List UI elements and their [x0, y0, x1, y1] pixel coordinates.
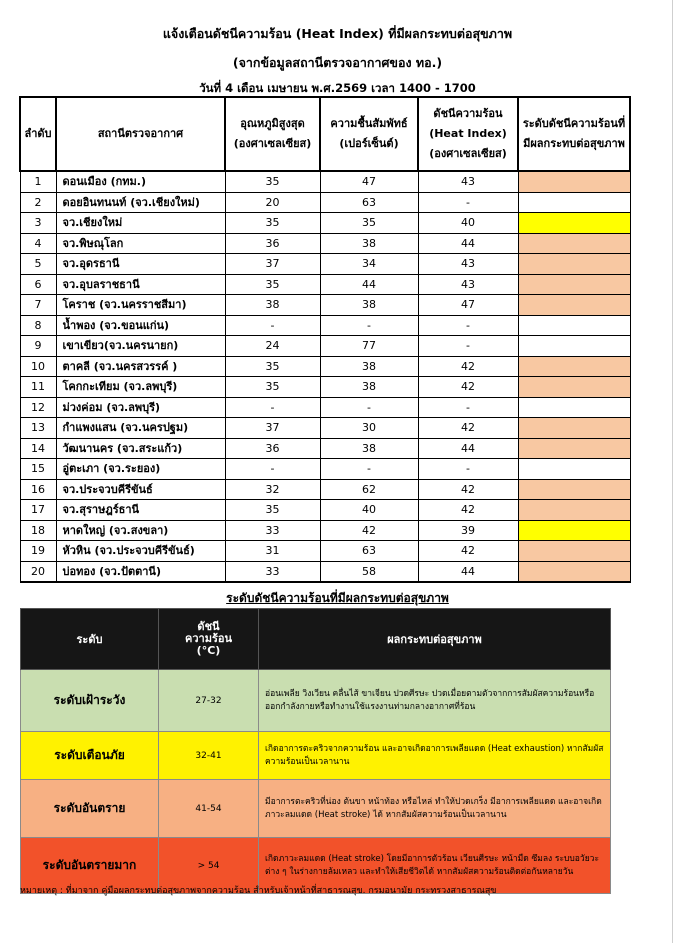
humidity: 40 [320, 500, 418, 521]
table-header-row [20, 97, 630, 171]
humidity: 62 [320, 479, 418, 500]
table-row [20, 171, 630, 192]
humidity: - [320, 459, 418, 480]
heat-index: - [418, 397, 518, 418]
legend-header-effect: ผลกระทบต่อสุขภาพ [259, 609, 611, 670]
heat-index-table [19, 96, 631, 583]
row-number: 10 [20, 356, 56, 377]
station-name: ตาคลี (จว.นครสวรรค์ ) [56, 356, 225, 377]
humidity: 63 [320, 192, 418, 213]
heat-index: - [418, 192, 518, 213]
max-temp: 36 [225, 438, 320, 459]
row-number: 19 [20, 541, 56, 562]
row-number: 4 [20, 233, 56, 254]
level-indicator [518, 520, 630, 541]
humidity: 47 [320, 171, 418, 192]
legend-row-watch [21, 670, 611, 732]
row-number: 2 [20, 192, 56, 213]
legend-header-index-line1: ดัชนี [197, 620, 220, 633]
row-number: 7 [20, 295, 56, 316]
table-row [20, 459, 630, 480]
row-number: 8 [20, 315, 56, 336]
legend-effect: อ่อนเพลีย วิงเวียน คลื่นไส้ ขาเจียน ปวดศีรษะ ปวดเมื่อยตามตัวจากการสัมผัสความร้อนหรือออกกำลังกายหรือทำงานใช้แรงงานท่ามกลางอากาศที่ร้อน [259, 670, 611, 732]
max-temp: - [225, 315, 320, 336]
level-indicator [518, 315, 630, 336]
header-heat-index [418, 97, 518, 171]
row-number: 16 [20, 479, 56, 500]
table-row [20, 397, 630, 418]
table-row [20, 274, 630, 295]
level-indicator [518, 459, 630, 480]
legend-range: 32-41 [159, 732, 259, 780]
row-number: 20 [20, 561, 56, 582]
station-name: จว.เชียงใหม่ [56, 213, 225, 234]
level-indicator [518, 418, 630, 439]
station-name: วัฒนานคร (จว.สระแก้ว) [56, 438, 225, 459]
heat-index: 44 [418, 561, 518, 582]
row-number: 1 [20, 171, 56, 192]
level-indicator [518, 500, 630, 521]
legend-row-danger [21, 780, 611, 838]
station-name: ดอนเมือง (กทม.) [56, 171, 225, 192]
row-number: 9 [20, 336, 56, 357]
header-heat-index-line2: (Heat Index) [429, 127, 507, 140]
heat-index: 43 [418, 274, 518, 295]
heat-index: 43 [418, 171, 518, 192]
humidity: - [320, 315, 418, 336]
station-name: บ่อทอง (จว.ปัตตานี) [56, 561, 225, 582]
header-max-temp-line1: อุณหภูมิสูงสุด [240, 117, 305, 130]
humidity: 35 [320, 213, 418, 234]
header-humidity-line2: (เปอร์เซ็นต์) [339, 137, 399, 150]
row-number: 18 [20, 520, 56, 541]
legend-header-row [21, 609, 611, 670]
heat-index: 44 [418, 438, 518, 459]
row-number: 14 [20, 438, 56, 459]
max-temp: 33 [225, 520, 320, 541]
level-indicator [518, 336, 630, 357]
max-temp: 35 [225, 213, 320, 234]
max-temp: 32 [225, 479, 320, 500]
row-number: 17 [20, 500, 56, 521]
level-indicator [518, 192, 630, 213]
legend-header-index [159, 609, 259, 670]
header-heat-index-line1: ดัชนีความร้อน [433, 107, 503, 120]
station-name: หัวหิน (จว.ประจวบคีรีขันธ์) [56, 541, 225, 562]
legend-range: 41-54 [159, 780, 259, 838]
header-max-temp [225, 97, 320, 171]
heat-index: - [418, 315, 518, 336]
table-row [20, 254, 630, 275]
level-indicator [518, 561, 630, 582]
table-row [20, 356, 630, 377]
heat-index: 42 [418, 377, 518, 398]
humidity: - [320, 397, 418, 418]
max-temp: 37 [225, 254, 320, 275]
station-name: กำแพงแสน (จว.นครปฐม) [56, 418, 225, 439]
humidity: 30 [320, 418, 418, 439]
max-temp: 35 [225, 356, 320, 377]
station-name: จว.อุบลราชธานี [56, 274, 225, 295]
heat-index: 42 [418, 418, 518, 439]
heat-index: - [418, 459, 518, 480]
level-indicator [518, 397, 630, 418]
header-humidity [320, 97, 418, 171]
station-name: ดอยอินทนนท์ (จว.เชียงใหม่) [56, 192, 225, 213]
table-row [20, 479, 630, 500]
table-row [20, 233, 630, 254]
level-indicator [518, 274, 630, 295]
level-indicator [518, 541, 630, 562]
legend-level: ระดับอันตรายมาก [21, 838, 159, 894]
level-indicator [518, 377, 630, 398]
station-name: เขาเขียว(จว.นครนายก) [56, 336, 225, 357]
table-row [20, 336, 630, 357]
legend-range: 27-32 [159, 670, 259, 732]
max-temp: 31 [225, 541, 320, 562]
row-number: 12 [20, 397, 56, 418]
level-indicator [518, 171, 630, 192]
level-indicator [518, 213, 630, 234]
header-level-line2: มีผลกระทบต่อสุขภาพ [523, 137, 625, 150]
header-humidity-line1: ความชื้นสัมพัทธ์ [330, 117, 408, 130]
max-temp: 33 [225, 561, 320, 582]
humidity: 38 [320, 233, 418, 254]
heat-index: 47 [418, 295, 518, 316]
humidity: 63 [320, 541, 418, 562]
heat-index: - [418, 336, 518, 357]
level-indicator [518, 356, 630, 377]
station-name: อู่ตะเภา (จว.ระยอง) [56, 459, 225, 480]
station-name: จว.อุดรธานี [56, 254, 225, 275]
heat-index: 39 [418, 520, 518, 541]
row-number: 3 [20, 213, 56, 234]
table-row [20, 192, 630, 213]
legend-caption: ระดับดัชนีความร้อนที่มีผลกระทบต่อสุขภาพ [226, 591, 449, 605]
table-row [20, 418, 630, 439]
humidity: 58 [320, 561, 418, 582]
source-note: หมายเหตุ : ที่มาจาก คู่มือผลกระทบต่อสุขภาพจากความร้อน สำหรับเจ้าหน้าที่สาธารณสุข. กรมอนามัย กระทรวงสาธารณสุข [20, 886, 497, 896]
station-name: โคกกะเทียม (จว.ลพบุรี) [56, 377, 225, 398]
station-name: หาดใหญ่ (จว.สงขลา) [56, 520, 225, 541]
table-row [20, 295, 630, 316]
max-temp: 20 [225, 192, 320, 213]
heat-index: 42 [418, 356, 518, 377]
station-name: น้ำพอง (จว.ขอนแก่น) [56, 315, 225, 336]
table-row [20, 213, 630, 234]
header-no: ลำดับ [20, 97, 56, 171]
max-temp: - [225, 397, 320, 418]
max-temp: 35 [225, 500, 320, 521]
header-level-line1: ระดับดัชนีความร้อนที่ [522, 117, 626, 130]
header-max-temp-line2: (องศาเซลเซียส) [233, 137, 312, 150]
station-name: จว.สุราษฎร์ธานี [56, 500, 225, 521]
level-indicator [518, 233, 630, 254]
table-row [20, 520, 630, 541]
legend-level: ระดับเฝ้าระวัง [21, 670, 159, 732]
level-indicator [518, 479, 630, 500]
max-temp: - [225, 459, 320, 480]
legend-effect: เกิดอาการตะคริวจากความร้อน และอาจเกิดอาการเพลียแดด (Heat exhaustion) หากสัมผัสความร้อนเป็นเวลานาน [259, 732, 611, 780]
header-heat-index-line3: (องศาเซลเซียส) [429, 147, 507, 160]
table-row [20, 541, 630, 562]
heat-index: 40 [418, 213, 518, 234]
legend-header-index-line3: (°C) [196, 644, 221, 657]
legend-header-index-line2: ความร้อน [185, 632, 232, 645]
document-title: แจ้งเตือนดัชนีความร้อน (Heat Index) ที่มีผลกระทบต่อสุขภาพ [162, 26, 513, 41]
station-name: ม่วงค่อม (จว.ลพบุรี) [56, 397, 225, 418]
level-indicator [518, 254, 630, 275]
legend-effect: เกิดภาวะลมแดด (Heat stroke) โดยมีอาการตัวร้อน เวียนศีรษะ หน้ามืด ซึมลง ระบบอวัยวะต่าง ๆ ในร่างกายล้มเหลว และทำให้เสียชีวิตได้ หากสัมผัสความร้อนติดต่อกันหลายวัน [259, 838, 611, 894]
heat-index: 42 [418, 541, 518, 562]
legend-row-warning [21, 732, 611, 780]
page-edge [672, 0, 673, 943]
station-name: จว.พิษณุโลก [56, 233, 225, 254]
table-row [20, 377, 630, 398]
station-name: โคราช (จว.นครราชสีมา) [56, 295, 225, 316]
legend-effect: มีอาการตะคริวที่น่อง ต้นขา หน้าท้อง หรือไหล่ ทำให้ปวดเกร็ง มีอาการเพลียแดด และอาจเกิดภาวะลมแดด (Heat stroke) ได้ หากสัมผัสความร้อนเป็นเวลานาน [259, 780, 611, 838]
row-number: 5 [20, 254, 56, 275]
header-level [518, 97, 630, 171]
legend-level: ระดับอันตราย [21, 780, 159, 838]
legend-header-level: ระดับ [21, 609, 159, 670]
max-temp: 35 [225, 274, 320, 295]
max-temp: 35 [225, 377, 320, 398]
heat-index: 44 [418, 233, 518, 254]
row-number: 11 [20, 377, 56, 398]
heat-index: 42 [418, 479, 518, 500]
max-temp: 24 [225, 336, 320, 357]
humidity: 42 [320, 520, 418, 541]
header-station: สถานีตรวจอากาศ [56, 97, 225, 171]
humidity: 38 [320, 377, 418, 398]
max-temp: 35 [225, 171, 320, 192]
row-number: 13 [20, 418, 56, 439]
humidity: 38 [320, 295, 418, 316]
level-indicator [518, 438, 630, 459]
level-indicator [518, 295, 630, 316]
table-row [20, 315, 630, 336]
table-row [20, 438, 630, 459]
station-name: จว.ประจวบคีรีขันธ์ [56, 479, 225, 500]
heat-index: 43 [418, 254, 518, 275]
document-subtitle: (จากข้อมูลสถานีตรวจอากาศของ ทอ.) [232, 55, 443, 70]
row-number: 6 [20, 274, 56, 295]
humidity: 44 [320, 274, 418, 295]
table-row [20, 561, 630, 582]
legend-level: ระดับเตือนภัย [21, 732, 159, 780]
max-temp: 38 [225, 295, 320, 316]
table-row [20, 500, 630, 521]
table-body [20, 171, 630, 582]
legend-range: > 54 [159, 838, 259, 894]
humidity: 38 [320, 356, 418, 377]
heat-index: 42 [418, 500, 518, 521]
humidity: 38 [320, 438, 418, 459]
humidity: 34 [320, 254, 418, 275]
max-temp: 37 [225, 418, 320, 439]
row-number: 15 [20, 459, 56, 480]
humidity: 77 [320, 336, 418, 357]
document-date: วันที่ 4 เดือน เมษายน พ.ศ.2569 เวลา 1400 - 1700 [199, 81, 476, 95]
max-temp: 36 [225, 233, 320, 254]
legend-table [20, 608, 611, 894]
